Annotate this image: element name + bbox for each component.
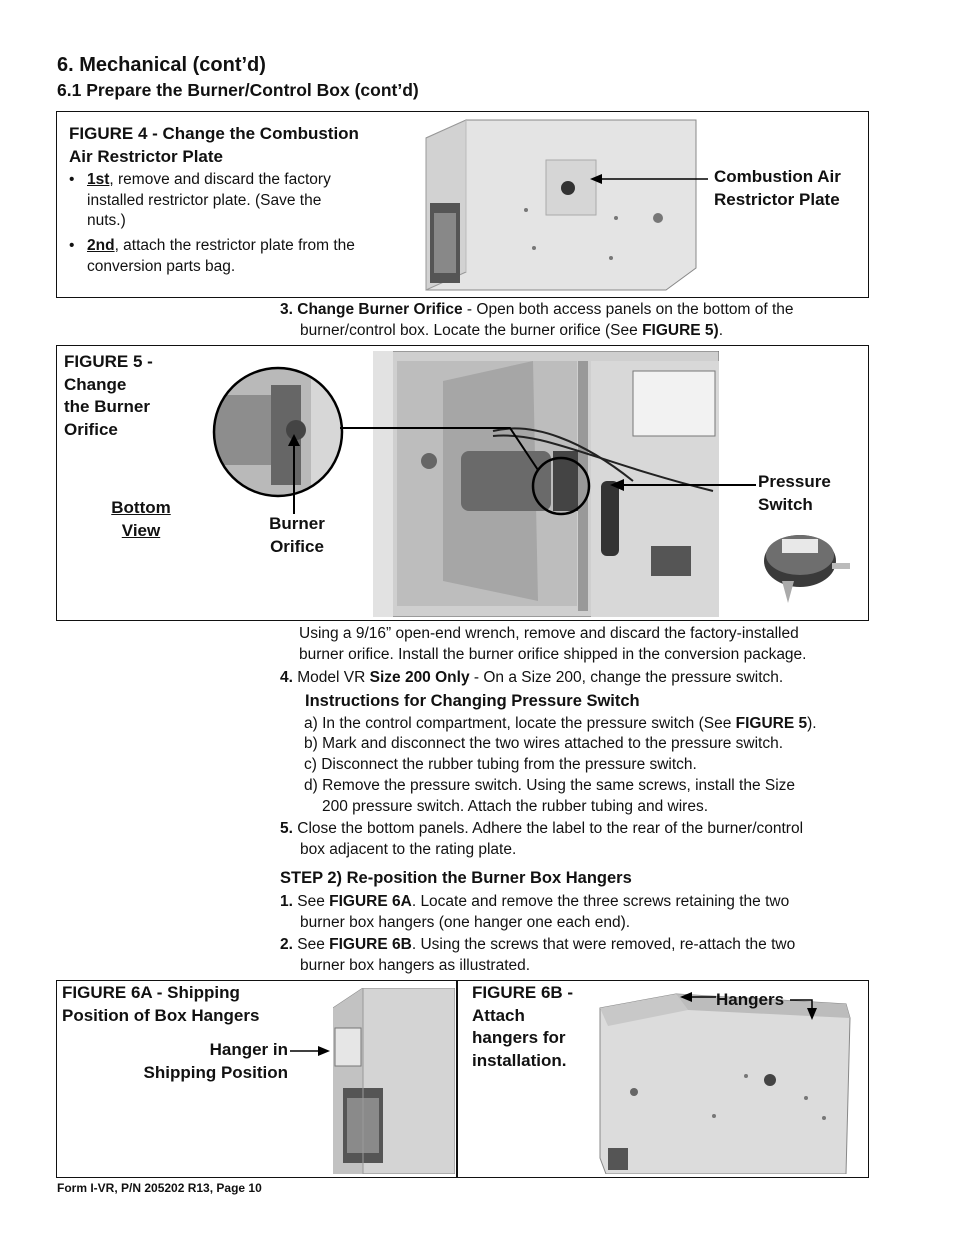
section-title: 6. Mechanical (cont’d) bbox=[57, 54, 266, 76]
figure-6a-title: FIGURE 6A - Shipping Position of Box Hangers bbox=[62, 983, 260, 1025]
burner-orifice-arrow bbox=[287, 434, 301, 514]
pressure-switch-photo bbox=[760, 525, 852, 607]
step-2-heading: STEP 2) Re-position the Burner Box Hangers bbox=[280, 869, 632, 887]
pressure-switch-label: Pressure Switch bbox=[758, 472, 831, 514]
figure-4-bullet-2-text: 2nd, attach the restrictor plate from the conversion parts bag. bbox=[87, 237, 355, 275]
step-5-text: 5. Close the bottom panels. Adhere the label to the rear of the burner/control box adjacent to the rating plate. bbox=[280, 820, 804, 858]
wrench-instructions: Using a 9/16” open-end wrench, remove and discard the factory-installed burner orifice. Install the burner orifice shipped in the conversion package. bbox=[299, 625, 807, 663]
pressure-switch-subheading: Instructions for Changing Pressure Switch bbox=[305, 692, 640, 710]
hangers-arrow-right bbox=[790, 992, 820, 1020]
figure-4-title: FIGURE 4 - Change the Combustion Air Restrictor Plate bbox=[69, 124, 359, 166]
pressure-switch-arrow bbox=[610, 478, 756, 492]
burner-orifice-label: Burner Orifice bbox=[269, 514, 325, 556]
restrictor-plate-callout: Combustion Air Restrictor Plate bbox=[714, 167, 841, 209]
bullet-icon: • bbox=[69, 237, 75, 254]
figure-4-bullet-1-text: 1st, remove and discard the factory installed restrictor plate. (Save the nuts.) bbox=[87, 171, 331, 229]
bullet-icon: • bbox=[69, 171, 75, 188]
hangers-label: Hangers bbox=[716, 990, 785, 1009]
step-4-sub-a: a) In the control compartment, locate the pressure switch (See FIGURE 5). bbox=[304, 715, 817, 732]
step-4-text: 4. Model VR Size 200 Only - On a Size 200, change the pressure switch. bbox=[280, 669, 784, 686]
burner-box-photo bbox=[416, 118, 698, 293]
hanger-arrow bbox=[290, 1044, 330, 1058]
step-4-sub-c: c) Disconnect the rubber tubing from the pressure switch. bbox=[304, 756, 697, 773]
subsection-title: 6.1 Prepare the Burner/Control Box (cont’d) bbox=[57, 80, 419, 100]
step-3-text: 3. Change Burner Orifice - Open both access panels on the bottom of the burner/control box. Locate the burner orifice (See FIGURE 5). bbox=[280, 301, 794, 339]
figure-4-bullet-2 bbox=[69, 236, 74, 257]
hanger-shipping-callout: Hanger in Shipping Position bbox=[143, 1040, 288, 1082]
figure-4-bullet-1 bbox=[69, 170, 74, 191]
zoom-connector-line bbox=[340, 420, 540, 475]
bottom-view-label: Bottom View bbox=[111, 498, 171, 540]
orifice-closeup bbox=[211, 365, 345, 499]
figure-5-title: FIGURE 5 - Change the Burner Orifice bbox=[64, 352, 153, 439]
step-4-sub-b: b) Mark and disconnect the two wires attached to the pressure switch. bbox=[304, 735, 784, 752]
step-2-item-2: 2. See FIGURE 6B. Using the screws that were removed, re-attach the two burner box hangers as illustrated. bbox=[280, 936, 796, 974]
callout-arrow bbox=[590, 172, 710, 186]
step-2-item-1: 1. See FIGURE 6A. Locate and remove the three screws retaining the two burner box hangers (one hanger one each end). bbox=[280, 893, 790, 931]
shipping-position-photo bbox=[333, 988, 455, 1174]
hangers-arrow-left bbox=[680, 990, 716, 1004]
figure-6b-title: FIGURE 6B - Attach hangers for installation. bbox=[472, 983, 574, 1070]
figure-6-divider bbox=[456, 980, 458, 1178]
step-4-sub-d: d) Remove the pressure switch. Using the same screws, install the Size 200 pressure switch. Attach the rubber tubing and wires. bbox=[304, 777, 796, 815]
page-footer: Form I-VR, P/N 205202 R13, Page 10 bbox=[57, 1181, 262, 1195]
